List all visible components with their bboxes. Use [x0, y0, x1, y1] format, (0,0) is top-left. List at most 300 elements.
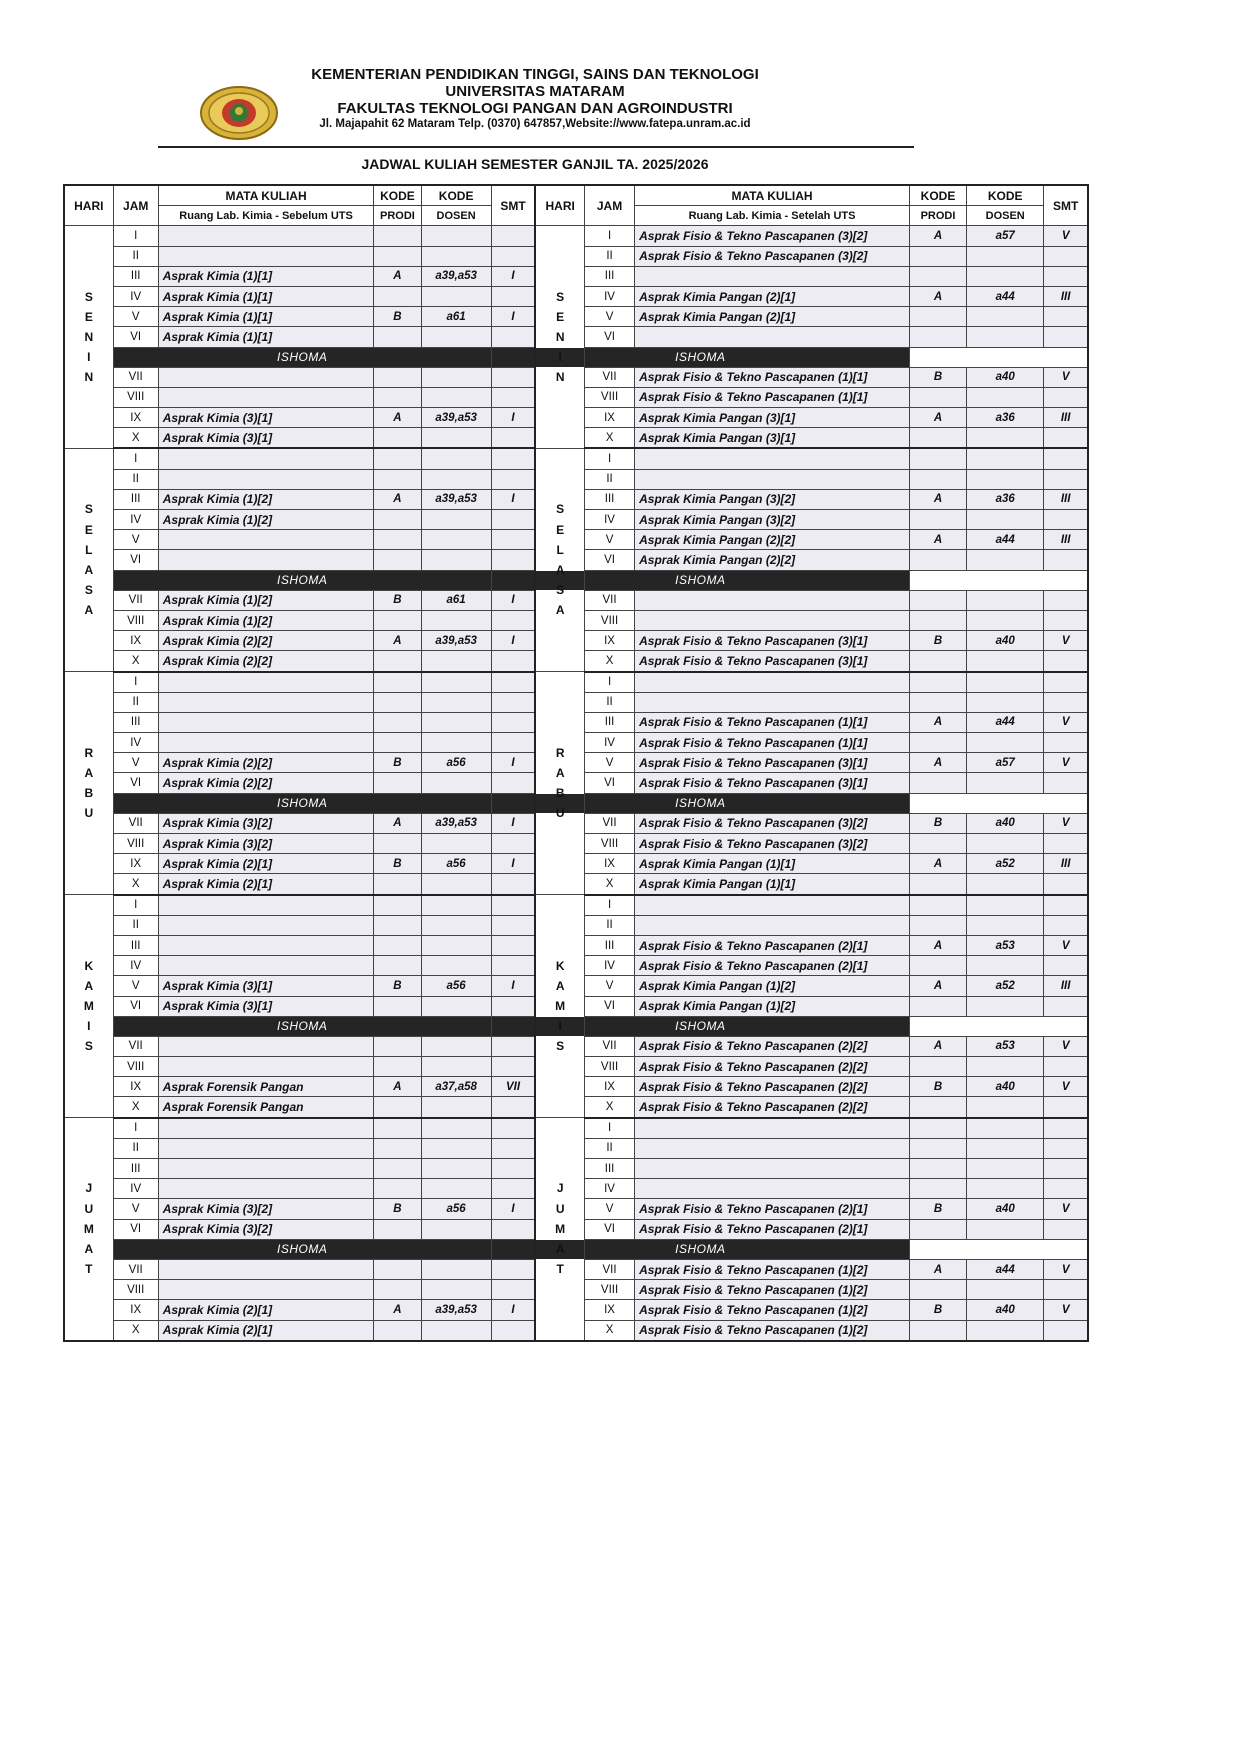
right-semester [1044, 510, 1088, 530]
left-semester [491, 246, 535, 266]
right-prodi-code: B [909, 367, 966, 387]
left-course-name: Asprak Kimia (3)[2] [158, 813, 374, 833]
left-semester [491, 1036, 535, 1056]
right-prodi-code: A [909, 530, 966, 550]
right-dosen-code: a36 [967, 408, 1044, 428]
left-course-name [158, 956, 374, 976]
left-prodi-code [374, 895, 421, 916]
left-semester: I [491, 1300, 535, 1320]
col-jam-right: JAM [584, 185, 634, 226]
right-course-name [635, 1138, 910, 1158]
jam-cell: IV [113, 1179, 158, 1199]
left-prodi-code [374, 1036, 421, 1056]
right-dosen-code: a40 [967, 1077, 1044, 1097]
ishoma-right: ISHOMA [491, 793, 909, 813]
col-hari-right: HARI [535, 185, 584, 226]
jam-cell: VI [113, 1219, 158, 1239]
right-prodi-code [909, 307, 966, 327]
left-prodi-code [374, 1259, 421, 1279]
left-course-name [158, 1036, 374, 1056]
jam-cell: IX [584, 631, 634, 651]
left-course-name [158, 672, 374, 693]
left-course-name: Asprak Kimia (1)[1] [158, 307, 374, 327]
jam-cell: VIII [584, 387, 634, 407]
jam-cell: I [113, 672, 158, 693]
left-semester: I [491, 489, 535, 509]
day-label-right: K A M I S [535, 895, 584, 1118]
left-semester [491, 996, 535, 1016]
left-course-name [158, 226, 374, 246]
right-prodi-code: B [909, 813, 966, 833]
jam-cell: VIII [584, 610, 634, 630]
left-dosen-code [421, 996, 491, 1016]
left-prodi-code [374, 448, 421, 469]
left-prodi-code [374, 956, 421, 976]
right-dosen-code: a52 [967, 976, 1044, 996]
left-prodi-code: B [374, 976, 421, 996]
left-dosen-code [421, 246, 491, 266]
right-course-name: Asprak Fisio & Tekno Pascapanen (2)[2] [635, 1057, 910, 1077]
left-course-name [158, 733, 374, 753]
right-prodi-code: A [909, 286, 966, 306]
left-dosen-code [421, 1320, 491, 1341]
right-prodi-code [909, 1057, 966, 1077]
right-course-name: Asprak Fisio & Tekno Pascapanen (2)[2] [635, 1097, 910, 1118]
right-semester [1044, 672, 1088, 693]
jam-cell: VIII [113, 834, 158, 854]
jam-cell: V [584, 976, 634, 996]
jam-cell: VII [584, 813, 634, 833]
right-prodi-code: A [909, 976, 966, 996]
left-course-name [158, 1179, 374, 1199]
room-right: Ruang Lab. Kimia - Setelah UTS [635, 206, 910, 226]
jam-cell: III [584, 712, 634, 732]
jam-cell: X [113, 1097, 158, 1118]
left-course-name: Asprak Kimia (2)[1] [158, 854, 374, 874]
right-prodi-code [909, 1097, 966, 1118]
day-label-left: K A M I S [64, 895, 113, 1118]
right-prodi-code [909, 895, 966, 916]
jam-cell: III [113, 935, 158, 955]
jam-cell: I [113, 1118, 158, 1139]
jam-cell: X [113, 428, 158, 449]
col-kode-prodi-right: KODE [909, 185, 966, 206]
right-dosen-code: a40 [967, 813, 1044, 833]
left-course-name: Asprak Kimia (3)[2] [158, 1219, 374, 1239]
jam-cell: VII [584, 367, 634, 387]
ishoma-row [64, 1239, 1088, 1259]
right-prodi-code: A [909, 712, 966, 732]
left-dosen-code [421, 773, 491, 793]
left-semester: VII [491, 1077, 535, 1097]
schedule-table [63, 184, 1089, 1342]
left-semester [491, 530, 535, 550]
right-dosen-code [967, 874, 1044, 895]
left-prodi-code [374, 510, 421, 530]
right-dosen-code [967, 510, 1044, 530]
left-prodi-code [374, 692, 421, 712]
table-row [64, 448, 1088, 469]
jam-cell: VII [113, 1259, 158, 1279]
left-course-name: Asprak Kimia (1)[1] [158, 327, 374, 347]
left-semester [491, 672, 535, 693]
jam-cell: II [113, 469, 158, 489]
left-dosen-code [421, 428, 491, 449]
right-dosen-code: a52 [967, 854, 1044, 874]
right-prodi-code [909, 1219, 966, 1239]
jam-cell: VI [113, 327, 158, 347]
jam-cell: III [584, 1159, 634, 1179]
right-prodi-code: B [909, 1300, 966, 1320]
left-prodi-code [374, 1219, 421, 1239]
right-course-name: Asprak Kimia Pangan (3)[1] [635, 408, 910, 428]
left-dosen-code: a39,a53 [421, 489, 491, 509]
left-course-name: Asprak Kimia (1)[2] [158, 510, 374, 530]
jam-cell: IV [113, 510, 158, 530]
left-semester: I [491, 266, 535, 286]
left-dosen-code [421, 1036, 491, 1056]
left-semester [491, 286, 535, 306]
right-dosen-code [967, 733, 1044, 753]
right-dosen-code: a40 [967, 631, 1044, 651]
col-matakuliah-left: MATA KULIAH [158, 185, 374, 206]
right-course-name [635, 469, 910, 489]
right-course-name [635, 266, 910, 286]
jam-cell: X [113, 651, 158, 672]
left-prodi-code [374, 1057, 421, 1077]
left-semester [491, 1320, 535, 1341]
jam-cell: V [113, 1199, 158, 1219]
ishoma-row [64, 570, 1088, 590]
right-dosen-code [967, 1057, 1044, 1077]
ishoma-left: ISHOMA [113, 570, 491, 590]
left-course-name [158, 387, 374, 407]
left-prodi-code [374, 874, 421, 895]
col-kode-prodi-left: KODE [374, 185, 421, 206]
jam-cell: VII [584, 1036, 634, 1056]
left-semester [491, 448, 535, 469]
left-dosen-code [421, 1118, 491, 1139]
left-semester [491, 874, 535, 895]
left-prodi-code: A [374, 489, 421, 509]
jam-cell: I [113, 895, 158, 916]
right-semester [1044, 428, 1088, 449]
left-dosen-code [421, 448, 491, 469]
ishoma-right: ISHOMA [491, 1239, 909, 1259]
day-label-left: S E L A S A [64, 448, 113, 671]
right-prodi-code [909, 590, 966, 610]
right-course-name: Asprak Kimia Pangan (3)[2] [635, 489, 910, 509]
right-semester: V [1044, 813, 1088, 833]
jam-cell: III [584, 266, 634, 286]
left-prodi-code: A [374, 631, 421, 651]
left-course-name: Asprak Kimia (3)[1] [158, 976, 374, 996]
left-prodi-code: B [374, 854, 421, 874]
letterhead [150, 66, 920, 132]
left-course-name: Asprak Kimia (2)[1] [158, 1300, 374, 1320]
left-course-name [158, 1057, 374, 1077]
left-semester [491, 895, 535, 916]
ishoma-left: ISHOMA [113, 347, 491, 367]
right-course-name: Asprak Fisio & Tekno Pascapanen (1)[1] [635, 387, 910, 407]
document-title: JADWAL KULIAH SEMESTER GANJIL TA. 2025/2026 [361, 156, 709, 172]
left-semester [491, 692, 535, 712]
right-prodi-code: B [909, 631, 966, 651]
left-course-name [158, 469, 374, 489]
left-dosen-code: a39,a53 [421, 631, 491, 651]
left-prodi-code [374, 327, 421, 347]
left-prodi-code [374, 1280, 421, 1300]
right-course-name: Asprak Kimia Pangan (3)[1] [635, 428, 910, 449]
left-prodi-code: B [374, 307, 421, 327]
jam-cell: II [113, 692, 158, 712]
left-dosen-code: a39,a53 [421, 1300, 491, 1320]
left-semester [491, 367, 535, 387]
left-course-name: Asprak Kimia (3)[1] [158, 408, 374, 428]
right-prodi-code: A [909, 226, 966, 246]
left-course-name: Asprak Kimia (2)[2] [158, 773, 374, 793]
right-course-name: Asprak Fisio & Tekno Pascapanen (1)[2] [635, 1280, 910, 1300]
right-course-name [635, 1179, 910, 1199]
jam-cell: X [584, 651, 634, 672]
right-course-name: Asprak Fisio & Tekno Pascapanen (3)[2] [635, 246, 910, 266]
ishoma-right: ISHOMA [491, 347, 909, 367]
left-semester [491, 773, 535, 793]
right-semester [1044, 590, 1088, 610]
jam-cell: V [113, 976, 158, 996]
right-dosen-code [967, 1138, 1044, 1158]
left-dosen-code [421, 286, 491, 306]
right-semester [1044, 1097, 1088, 1118]
right-dosen-code [967, 610, 1044, 630]
right-dosen-code [967, 956, 1044, 976]
right-prodi-code [909, 692, 966, 712]
jam-cell: II [113, 1138, 158, 1158]
table-row [64, 672, 1088, 693]
left-course-name [158, 1280, 374, 1300]
left-dosen-code [421, 1280, 491, 1300]
left-prodi-code [374, 1118, 421, 1139]
schedule-body [64, 226, 1088, 1341]
left-course-name [158, 915, 374, 935]
right-course-name [635, 610, 910, 630]
left-prodi-code [374, 915, 421, 935]
left-prodi-code: B [374, 1199, 421, 1219]
right-course-name: Asprak Kimia Pangan (2)[2] [635, 550, 910, 570]
left-course-name [158, 550, 374, 570]
left-semester [491, 226, 535, 246]
col-hari-left: HARI [64, 185, 113, 226]
left-dosen-code: a61 [421, 590, 491, 610]
right-semester [1044, 733, 1088, 753]
jam-cell: VIII [113, 1057, 158, 1077]
right-prodi-code: A [909, 1259, 966, 1279]
left-dosen-code [421, 712, 491, 732]
jam-cell: IX [584, 1300, 634, 1320]
jam-cell: IX [113, 631, 158, 651]
right-dosen-code [967, 387, 1044, 407]
left-dosen-code [421, 935, 491, 955]
jam-cell: VI [113, 550, 158, 570]
right-semester [1044, 448, 1088, 469]
left-dosen-code [421, 387, 491, 407]
left-prodi-code [374, 469, 421, 489]
university-name: UNIVERSITAS MATARAM [445, 83, 625, 100]
right-course-name: Asprak Kimia Pangan (2)[1] [635, 286, 910, 306]
left-semester [491, 1097, 535, 1118]
left-semester: I [491, 813, 535, 833]
left-dosen-code [421, 550, 491, 570]
right-semester: V [1044, 935, 1088, 955]
right-semester [1044, 915, 1088, 935]
jam-cell: IX [584, 854, 634, 874]
jam-cell: VI [113, 773, 158, 793]
jam-cell: VI [584, 550, 634, 570]
left-dosen-code [421, 956, 491, 976]
right-course-name: Asprak Fisio & Tekno Pascapanen (2)[2] [635, 1036, 910, 1056]
left-prodi-code [374, 733, 421, 753]
jam-cell: III [113, 1159, 158, 1179]
right-course-name: Asprak Fisio & Tekno Pascapanen (3)[1] [635, 753, 910, 773]
left-dosen-code [421, 834, 491, 854]
left-semester: I [491, 854, 535, 874]
left-prodi-code [374, 226, 421, 246]
left-dosen-code [421, 651, 491, 672]
right-semester [1044, 266, 1088, 286]
right-course-name: Asprak Kimia Pangan (3)[2] [635, 510, 910, 530]
left-course-name: Asprak Kimia (1)[2] [158, 489, 374, 509]
right-semester [1044, 1118, 1088, 1139]
left-semester: I [491, 631, 535, 651]
right-dosen-code [967, 895, 1044, 916]
jam-cell: V [584, 1199, 634, 1219]
col-matakuliah-right: MATA KULIAH [635, 185, 910, 206]
table-row [64, 1118, 1088, 1139]
left-course-name: Asprak Kimia (2)[1] [158, 874, 374, 895]
right-prodi-code [909, 387, 966, 407]
right-prodi-code [909, 550, 966, 570]
faculty-name: FAKULTAS TEKNOLOGI PANGAN DAN AGROINDUSTRI [337, 100, 733, 117]
right-course-name: Asprak Fisio & Tekno Pascapanen (3)[2] [635, 834, 910, 854]
right-dosen-code [967, 448, 1044, 469]
left-prodi-code [374, 1320, 421, 1341]
right-prodi-code [909, 1179, 966, 1199]
left-course-name: Asprak Kimia (2)[1] [158, 1320, 374, 1341]
right-course-name [635, 692, 910, 712]
left-dosen-code: a56 [421, 854, 491, 874]
left-prodi-code [374, 286, 421, 306]
jam-cell: IV [584, 286, 634, 306]
right-dosen-code [967, 307, 1044, 327]
right-course-name: Asprak Kimia Pangan (2)[1] [635, 307, 910, 327]
right-prodi-code [909, 773, 966, 793]
left-dosen-code: a39,a53 [421, 408, 491, 428]
right-course-name: Asprak Fisio & Tekno Pascapanen (1)[1] [635, 733, 910, 753]
left-prodi-code [374, 1097, 421, 1118]
right-dosen-code [967, 1280, 1044, 1300]
jam-cell: VII [113, 590, 158, 610]
right-course-name [635, 1159, 910, 1179]
left-dosen-code [421, 226, 491, 246]
right-course-name [635, 895, 910, 916]
left-prodi-code [374, 1179, 421, 1199]
right-dosen-code [967, 773, 1044, 793]
left-semester [491, 935, 535, 955]
right-dosen-code [967, 550, 1044, 570]
jam-cell: VII [113, 1036, 158, 1056]
left-prodi-code: B [374, 590, 421, 610]
left-prodi-code [374, 610, 421, 630]
left-dosen-code [421, 733, 491, 753]
right-dosen-code: a44 [967, 712, 1044, 732]
left-semester [491, 327, 535, 347]
right-dosen-code: a57 [967, 226, 1044, 246]
left-semester [491, 610, 535, 630]
right-prodi-code [909, 915, 966, 935]
jam-cell: X [584, 428, 634, 449]
left-course-name: Asprak Kimia (3)[1] [158, 996, 374, 1016]
left-course-name: Asprak Forensik Pangan [158, 1077, 374, 1097]
right-dosen-code [967, 1179, 1044, 1199]
right-semester [1044, 692, 1088, 712]
jam-cell: VII [113, 367, 158, 387]
jam-cell: III [113, 266, 158, 286]
right-semester: V [1044, 367, 1088, 387]
ishoma-left: ISHOMA [113, 1016, 491, 1036]
col-kode-dosen-right: KODE [967, 185, 1044, 206]
left-semester [491, 651, 535, 672]
jam-cell: I [584, 1118, 634, 1139]
col-dosen-right: DOSEN [967, 206, 1044, 226]
jam-cell: VII [113, 813, 158, 833]
right-course-name: Asprak Fisio & Tekno Pascapanen (2)[1] [635, 1219, 910, 1239]
left-course-name: Asprak Forensik Pangan [158, 1097, 374, 1118]
left-dosen-code: a39,a53 [421, 813, 491, 833]
right-dosen-code [967, 672, 1044, 693]
right-semester [1044, 1320, 1088, 1341]
right-semester [1044, 874, 1088, 895]
day-label-left: J U M A T [64, 1118, 113, 1341]
left-dosen-code [421, 469, 491, 489]
jam-cell: VIII [584, 1280, 634, 1300]
left-semester [491, 1057, 535, 1077]
left-prodi-code: B [374, 753, 421, 773]
left-prodi-code: A [374, 408, 421, 428]
table-row [64, 226, 1088, 246]
left-dosen-code [421, 1179, 491, 1199]
right-course-name: Asprak Fisio & Tekno Pascapanen (3)[1] [635, 631, 910, 651]
right-semester [1044, 469, 1088, 489]
right-course-name [635, 448, 910, 469]
jam-cell: X [584, 874, 634, 895]
left-dosen-code [421, 530, 491, 550]
right-course-name: Asprak Fisio & Tekno Pascapanen (3)[1] [635, 651, 910, 672]
right-semester [1044, 327, 1088, 347]
ishoma-left: ISHOMA [113, 793, 491, 813]
right-course-name [635, 590, 910, 610]
col-dosen-left: DOSEN [421, 206, 491, 226]
left-dosen-code: a56 [421, 976, 491, 996]
left-course-name: Asprak Kimia (2)[2] [158, 753, 374, 773]
right-semester: III [1044, 408, 1088, 428]
left-semester [491, 1219, 535, 1239]
right-course-name: Asprak Fisio & Tekno Pascapanen (1)[1] [635, 712, 910, 732]
right-dosen-code: a44 [967, 1259, 1044, 1279]
left-course-name: Asprak Kimia (2)[2] [158, 631, 374, 651]
left-prodi-code [374, 996, 421, 1016]
left-semester [491, 712, 535, 732]
jam-cell: IX [113, 854, 158, 874]
